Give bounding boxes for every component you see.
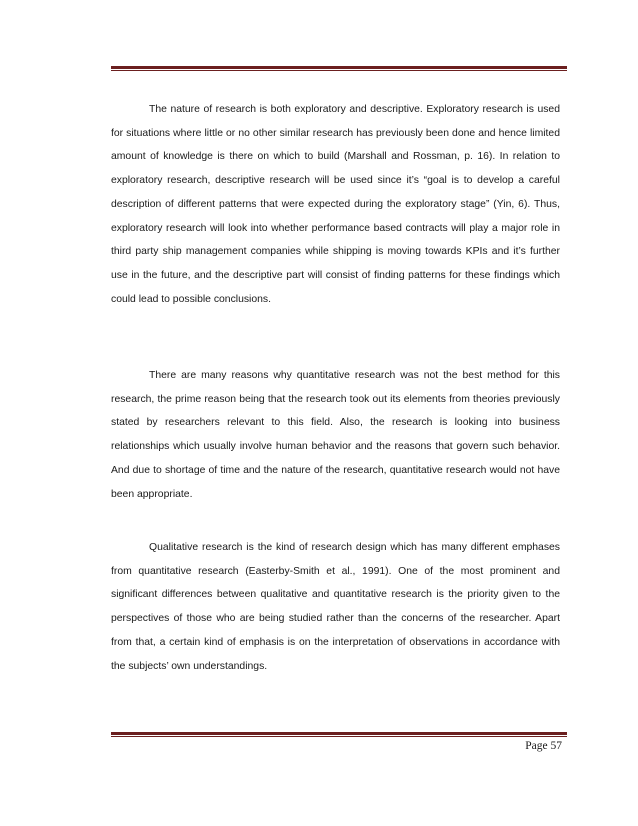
- footer-rule-thick-line: [111, 732, 567, 735]
- paragraph-quantitative-reasons: There are many reasons why quantitative research was not the best method for this research, the prime reason being that the research took out its elements from theories previously stated by researchers relevant to this field. Also, the research is looking into business relationships which usually involve human behavior and the reasons that govern such behavior. And due to shortage of time and the nature of the research, quantitative research would not have been appropriate.: [111, 370, 560, 500]
- footer-rule: [111, 732, 567, 737]
- header-rule: [111, 66, 567, 71]
- footer-rule-thin-line: [111, 736, 567, 737]
- paragraph-qualitative-research: Qualitative research is the kind of research design which has many different emphases from quantitative research (Easterby-Smith et al., 1991). One of the most prominent and significant differences between qualitative and quantitative research is the priority given to the perspectives of those who are being studied rather than the concerns of the researcher. Apart from that, a certain kind of emphasis is on the interpretation of observations in accordance with the subjects’ own understandings.: [111, 542, 560, 672]
- page-number: Page 57: [525, 740, 562, 752]
- paragraph-exploratory-descriptive: The nature of research is both exploratory and descriptive. Exploratory research is used for situations where little or no other similar research has previously been done and hence limited amount of knowledge is there on which to build (Marshall and Rossman, p. 16). In relation to exploratory research, descriptive research will be used since it’s “goal is to develop a careful description of different patterns that were expected during the exploratory stage” (Yin, 6). Thus, exploratory research will look into whether performance based contracts will play a major role in third party ship management companies while shipping is moving towards KPIs and it’s further use in the future, and the descriptive part will consist of finding patterns for these findings which could lead to possible conclusions.: [111, 104, 560, 305]
- header-rule-thick-line: [111, 66, 567, 69]
- header-rule-thin-line: [111, 70, 567, 71]
